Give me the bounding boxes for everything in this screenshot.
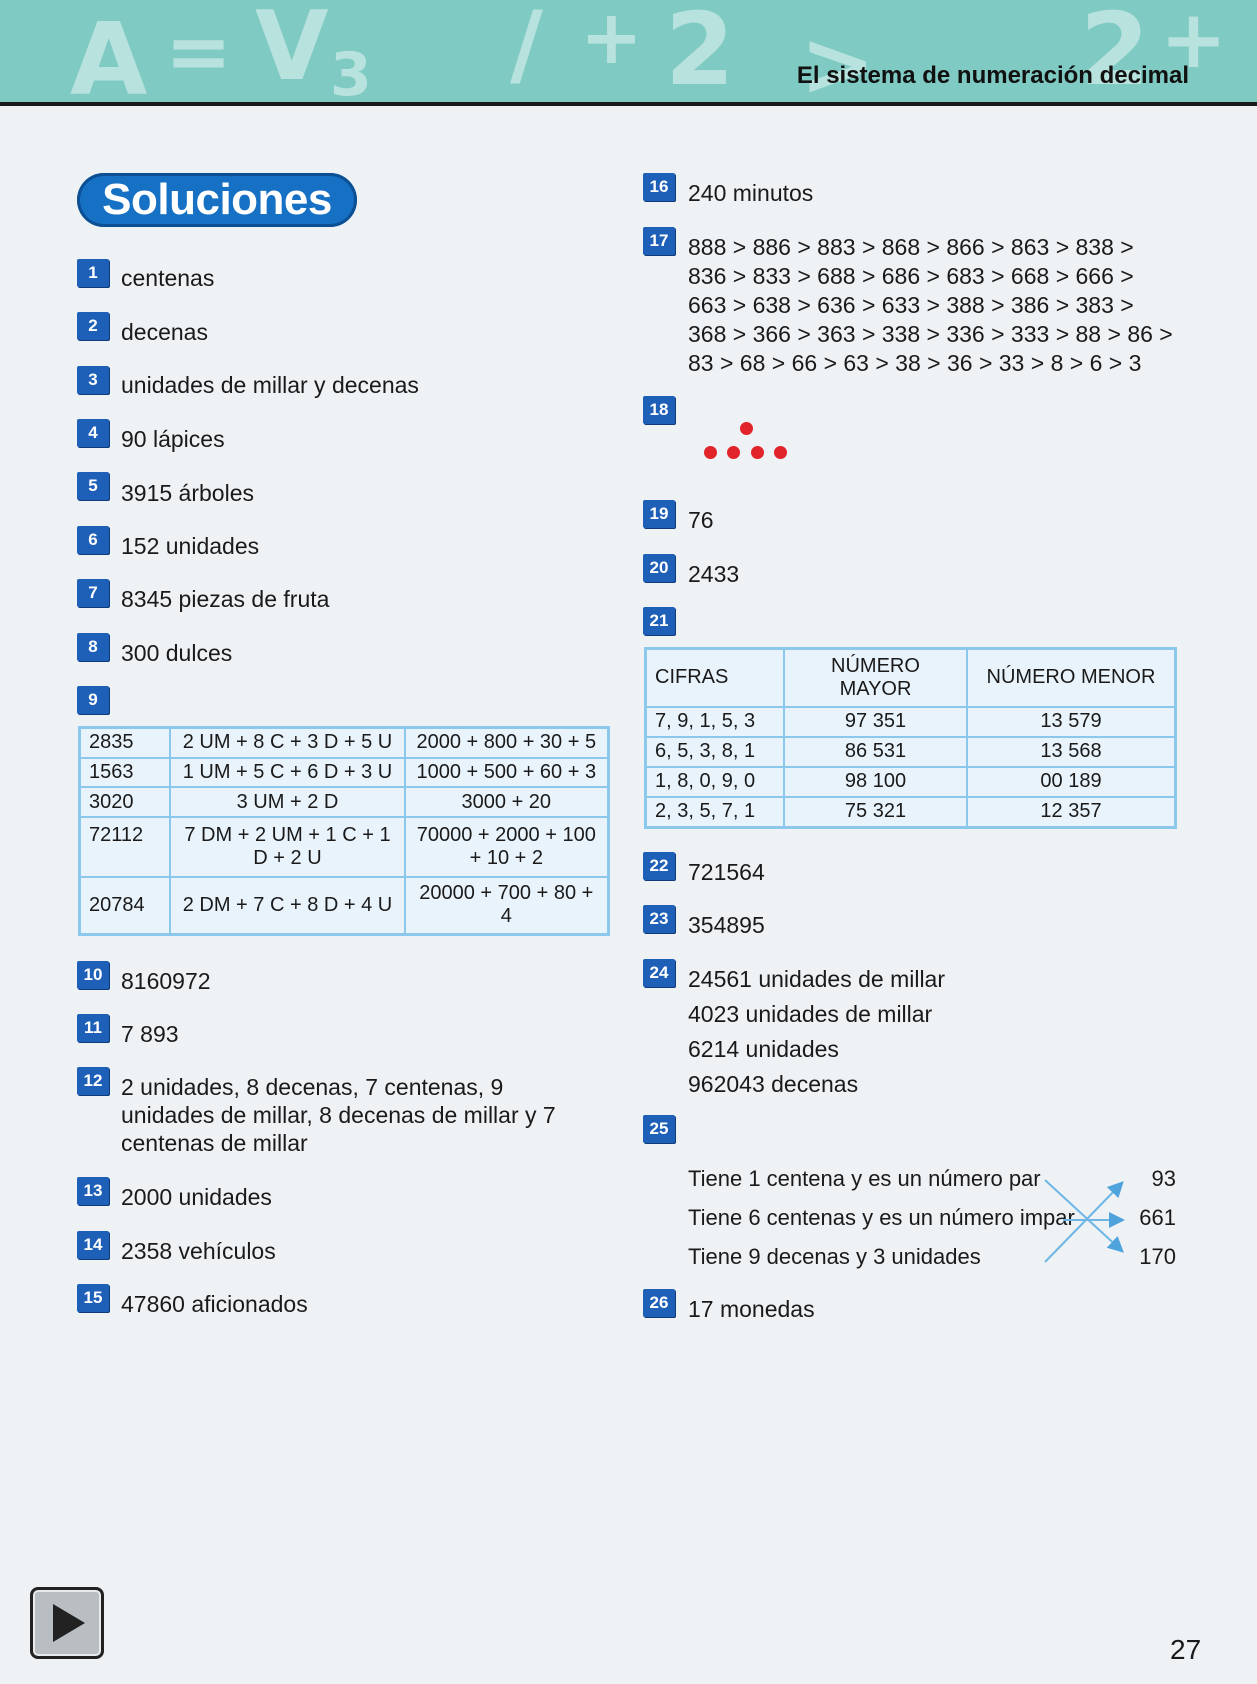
page-title: [77, 173, 357, 227]
item-answer: 3915 árboles: [121, 480, 254, 506]
table-cell: 98 100: [784, 767, 967, 797]
item-number-badge: 11: [77, 1014, 109, 1042]
decor-glyph: =: [165, 5, 233, 98]
table-cell: 1, 8, 0, 9, 0: [646, 767, 785, 797]
header-banner: [0, 0, 1257, 106]
item-answer-line: 368 > 366 > 363 > 338 > 336 > 333 > 88 > 86 >: [688, 321, 1173, 347]
item-number-badge: 24: [643, 959, 675, 987]
table-header: NÚMERO MAYOR: [784, 649, 967, 707]
table-cell: 72112: [80, 817, 171, 877]
table-cell: 6, 5, 3, 8, 1: [646, 737, 785, 767]
item-number-badge: 22: [643, 852, 675, 880]
item-answer: 17 monedas: [688, 1296, 815, 1322]
table-cell: 7, 9, 1, 5, 3: [646, 707, 785, 737]
table-header: CIFRAS: [646, 649, 785, 707]
item-answer: 8345 piezas de fruta: [121, 586, 330, 612]
table-cell: 1563: [80, 758, 171, 788]
item-number-badge: 18: [643, 396, 675, 424]
table-cell: 3 UM + 2 D: [170, 787, 404, 817]
item-answer: 2358 vehículos: [121, 1238, 276, 1264]
decor-glyph: 3: [330, 40, 372, 106]
dot: [740, 422, 753, 435]
table-cell: 3000 + 20: [405, 787, 609, 817]
item-answer: unidades de millar y decenas: [121, 372, 419, 398]
play-button[interactable]: [30, 1587, 104, 1659]
item-answer: 90 lápices: [121, 426, 225, 452]
table-row: [646, 649, 1176, 707]
item-number-badge: 16: [643, 173, 675, 201]
dot: [774, 446, 787, 459]
item-number-badge: 1: [77, 259, 109, 287]
item-answer-line: 83 > 68 > 66 > 63 > 38 > 36 > 33 > 8 > 6 > 3: [688, 350, 1142, 376]
item-number-badge: 26: [643, 1289, 675, 1317]
table-row: [80, 758, 609, 788]
table-row: [80, 877, 609, 935]
item-number-badge: 23: [643, 905, 675, 933]
match-line: [1045, 1184, 1121, 1262]
table-cell: 1 UM + 5 C + 6 D + 3 U: [170, 758, 404, 788]
table-cell: 3020: [80, 787, 171, 817]
item-number-badge: 7: [77, 579, 109, 607]
match-number: 661: [1139, 1205, 1176, 1230]
table-row: [646, 797, 1176, 828]
decor-glyph: +: [580, 0, 643, 81]
item-answer: centenas: [121, 265, 215, 291]
table-cell: 2, 3, 5, 7, 1: [646, 797, 785, 828]
page-number: 27: [1170, 1634, 1202, 1665]
table-cell: 20000 + 700 + 80 + 4: [405, 877, 609, 935]
decor-glyph: >: [800, 12, 876, 106]
table-cell: 2 DM + 7 C + 8 D + 4 U: [170, 877, 404, 935]
match-statement: Tiene 1 centena y es un número par: [688, 1166, 1041, 1191]
table-cell: 00 189: [967, 767, 1176, 797]
item-number-badge: 17: [643, 227, 675, 255]
page-title-text: Soluciones: [102, 175, 332, 224]
table-21: [644, 647, 1177, 829]
dot: [727, 446, 740, 459]
decor-glyph: 2: [665, 0, 735, 106]
table-row: [80, 728, 609, 758]
match-number: 170: [1139, 1244, 1176, 1269]
item-number-badge: 21: [643, 607, 675, 635]
table-cell: 1000 + 500 + 60 + 3: [405, 758, 609, 788]
item-answer-line: 962043 decenas: [688, 1071, 859, 1097]
decor-glyph: 2: [1080, 0, 1150, 106]
item-answer: 721564: [688, 859, 765, 885]
header-title: El sistema de numeración decimal: [796, 62, 1189, 89]
decor-glyph: /: [510, 0, 543, 97]
item-answer: 8160972: [121, 968, 211, 994]
item-answer: 240 minutos: [688, 180, 814, 206]
item-answer: 47860 aficionados: [121, 1291, 308, 1317]
play-icon: [53, 1604, 85, 1642]
item-answer-line: 888 > 886 > 883 > 868 > 866 > 863 > 838 >: [688, 234, 1134, 260]
item-answer: 76: [688, 507, 714, 533]
item-number-badge: 10: [77, 961, 109, 989]
item-number-badge: 3: [77, 366, 109, 394]
item-number-badge: 19: [643, 500, 675, 528]
table-cell: 7 DM + 2 UM + 1 C + 1 D + 2 U: [170, 817, 404, 877]
match-statement: Tiene 6 centenas y es un número impar: [688, 1205, 1075, 1230]
item-number-badge: 20: [643, 554, 675, 582]
item-number-badge: 6: [77, 526, 109, 554]
item-number-badge: 25: [643, 1115, 675, 1143]
item-number-badge: 15: [77, 1284, 109, 1312]
decor-glyph: +: [1160, 0, 1228, 86]
table-cell: 20784: [80, 877, 171, 935]
item-number-badge: 9: [77, 686, 109, 714]
dot: [751, 446, 764, 459]
item-answer-line: 24561 unidades de millar: [688, 966, 946, 992]
item-answer: decenas: [121, 319, 208, 345]
table-row: [646, 737, 1176, 767]
dot: [704, 446, 717, 459]
table-cell: 13 568: [967, 737, 1176, 767]
table-cell: 13 579: [967, 707, 1176, 737]
table-cell: 70000 + 2000 + 100 + 10 + 2: [405, 817, 609, 877]
match-statement: Tiene 9 decenas y 3 unidades: [688, 1244, 981, 1269]
item-answer: 354895: [688, 912, 765, 938]
table-cell: 2000 + 800 + 30 + 5: [405, 728, 609, 758]
table-row: [646, 767, 1176, 797]
item-answer: 152 unidades: [121, 533, 260, 559]
item-answer-line: 6214 unidades: [688, 1036, 839, 1062]
table-header: NÚMERO MENOR: [967, 649, 1176, 707]
table-cell: 2 UM + 8 C + 3 D + 5 U: [170, 728, 404, 758]
decor-glyph: V: [255, 0, 329, 102]
item-number-badge: 12: [77, 1067, 109, 1095]
decor-glyph: A: [70, 1, 148, 106]
table-cell: 2835: [80, 728, 171, 758]
table-cell: 75 321: [784, 797, 967, 828]
table-9: [78, 726, 610, 936]
item-number-badge: 2: [77, 312, 109, 340]
item-answer: 2 unidades, 8 decenas, 7 centenas, 9 unidades de millar, 8 decenas de millar y 7 centenas de millar: [121, 1074, 556, 1156]
item-number-badge: 13: [77, 1177, 109, 1205]
table-row: [646, 707, 1176, 737]
dot-figure: [695, 420, 795, 465]
item-answer-line: 663 > 638 > 636 > 633 > 388 > 386 > 383 >: [688, 292, 1134, 318]
item-answer-line: 4023 unidades de millar: [688, 1001, 933, 1027]
table-cell: 97 351: [784, 707, 967, 737]
table-row: [80, 817, 609, 877]
item-number-badge: 4: [77, 419, 109, 447]
item-answer: 7 893: [121, 1021, 179, 1047]
item-number-badge: 5: [77, 472, 109, 500]
table-row: [80, 787, 609, 817]
item-answer: 2000 unidades: [121, 1184, 272, 1210]
match-line: [1045, 1180, 1121, 1250]
item-answer: 2433: [688, 561, 740, 587]
item-number-badge: 8: [77, 633, 109, 661]
item-answer-line: 836 > 833 > 688 > 686 > 683 > 668 > 666 >: [688, 263, 1134, 289]
table-cell: 86 531: [784, 737, 967, 767]
item-number-badge: 14: [77, 1231, 109, 1259]
item-answer: 300 dulces: [121, 640, 233, 666]
matching-lines: [1035, 1172, 1135, 1272]
match-number: 93: [1151, 1166, 1176, 1191]
table-cell: 12 357: [967, 797, 1176, 828]
